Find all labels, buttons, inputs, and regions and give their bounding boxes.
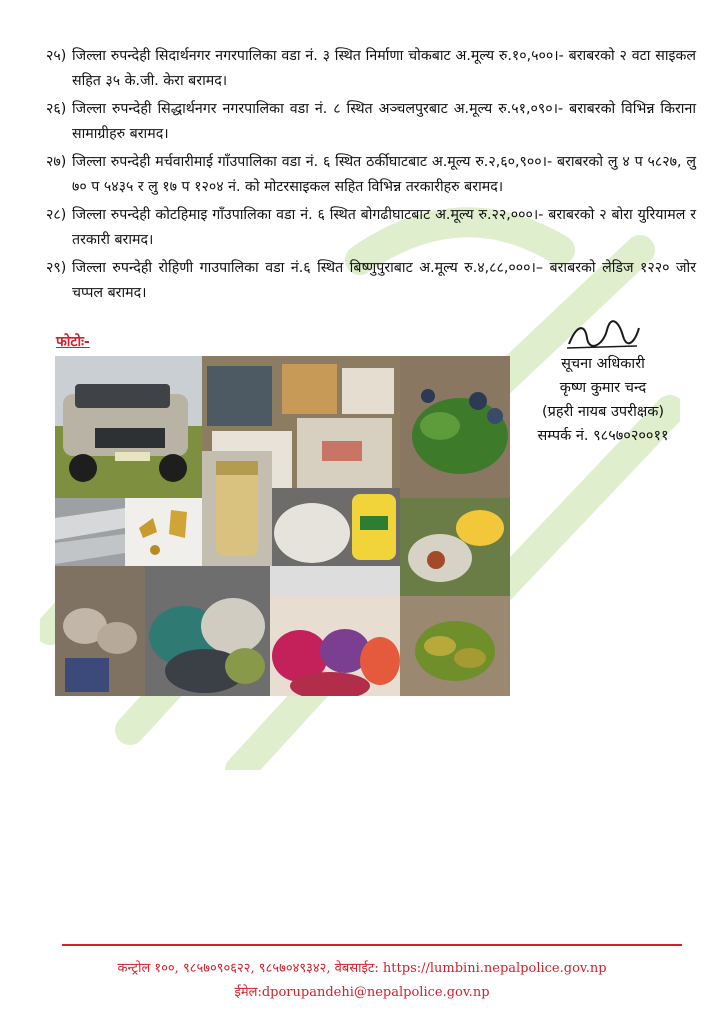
photo-collage xyxy=(55,356,510,696)
photo-bananas xyxy=(400,596,510,696)
item-text: जिल्ला रुपन्देही रोहिणी गाउपालिका वडा नं.६ स्थित बिष्णुपुराबाट अ.मूल्य रु.४,८८,०००।– बराबरको लेडिज १२२० जोर चप्पल बरामद। xyxy=(72,260,696,301)
list-item xyxy=(46,203,696,252)
photo-fabrics xyxy=(270,596,400,696)
photo-sacks xyxy=(272,488,400,566)
signature-block xyxy=(518,318,688,448)
item-text: जिल्ला रुपन्देही कोटहिमाइ गाँउपालिका वडा नं. ६ स्थित बोगढीघाटबाट अ.मूल्य रु.२२,०००।- बराबरको २ बोरा युरियामल र तरकारी बरामद। xyxy=(72,207,696,248)
officer-contact: सम्पर्क नं. ९८५७०२००११ xyxy=(537,428,669,444)
list-item xyxy=(46,44,696,93)
list-item xyxy=(46,97,696,146)
photo-metal-sheets xyxy=(55,498,125,566)
photo-suv-vehicle xyxy=(55,356,202,498)
photo-jar xyxy=(202,451,272,566)
officer-rank: (प्रहरी नायब उपरीक्षक) xyxy=(541,404,665,420)
photo-produce-bags xyxy=(55,566,145,696)
officer-title: सूचना अधिकारी xyxy=(561,356,645,372)
signature-image xyxy=(563,318,643,352)
item-number: २८) xyxy=(46,207,67,223)
item-text: जिल्ला रुपन्देही मर्चवारीमाई गाँउपालिका वडा नं. ६ स्थित ठर्कीघाटबाट अ.मूल्य रु.२,६०,९००।- बराबरको लु ४ प ५८२७, लु ७० प ५४३५ र लु १७ प १२०४ नं. को मोटरसाइकल सहित विभिन्न तरकारीहरु बरामद। xyxy=(72,154,696,195)
photo-gold-pieces xyxy=(125,498,202,566)
item-number: २६) xyxy=(46,101,67,117)
item-number: २७) xyxy=(46,154,67,170)
photo-label: फोटोः- xyxy=(56,334,90,350)
footer-divider xyxy=(62,944,682,946)
item-text: जिल्ला रुपन्देही सिदार्थनगर नगरपालिका वडा नं. ३ स्थित निर्माणा चोकबाट अ.मूल्य रु.१०,५००।- बराबरको २ वटा साइकल सहित ३५ के.जी. केरा बरामद। xyxy=(72,48,696,89)
item-number: २९) xyxy=(46,260,67,276)
photo-vegetables-ground xyxy=(400,356,510,498)
photo-clothes-pile xyxy=(145,566,270,696)
item-number: २५) xyxy=(46,48,67,64)
recovery-list xyxy=(46,44,696,309)
list-item xyxy=(46,150,696,199)
item-text: जिल्ला रुपन्देही सिद्धार्थनगर नगरपालिका वडा नं. ८ स्थित अञ्चलपुरबाट अ.मूल्य रु.५१,०९०।- बराबरको विभिन्न किराना सामाग्रीहरु बरामद। xyxy=(72,101,696,142)
officer-name: कृष्ण कुमार चन्द xyxy=(559,380,647,396)
photo-packed-items xyxy=(400,498,510,596)
footer-contact: कन्ट्रोल १००, ९८५७०९०६२२, ९८५७०४९३४२, वेबसाईट: https://lumbini.nepalpolice.gov.np xyxy=(117,961,607,976)
footer-email: ईमेल:dporupandehi@nepalpolice.gov.np xyxy=(234,985,490,1000)
list-item xyxy=(46,256,696,305)
